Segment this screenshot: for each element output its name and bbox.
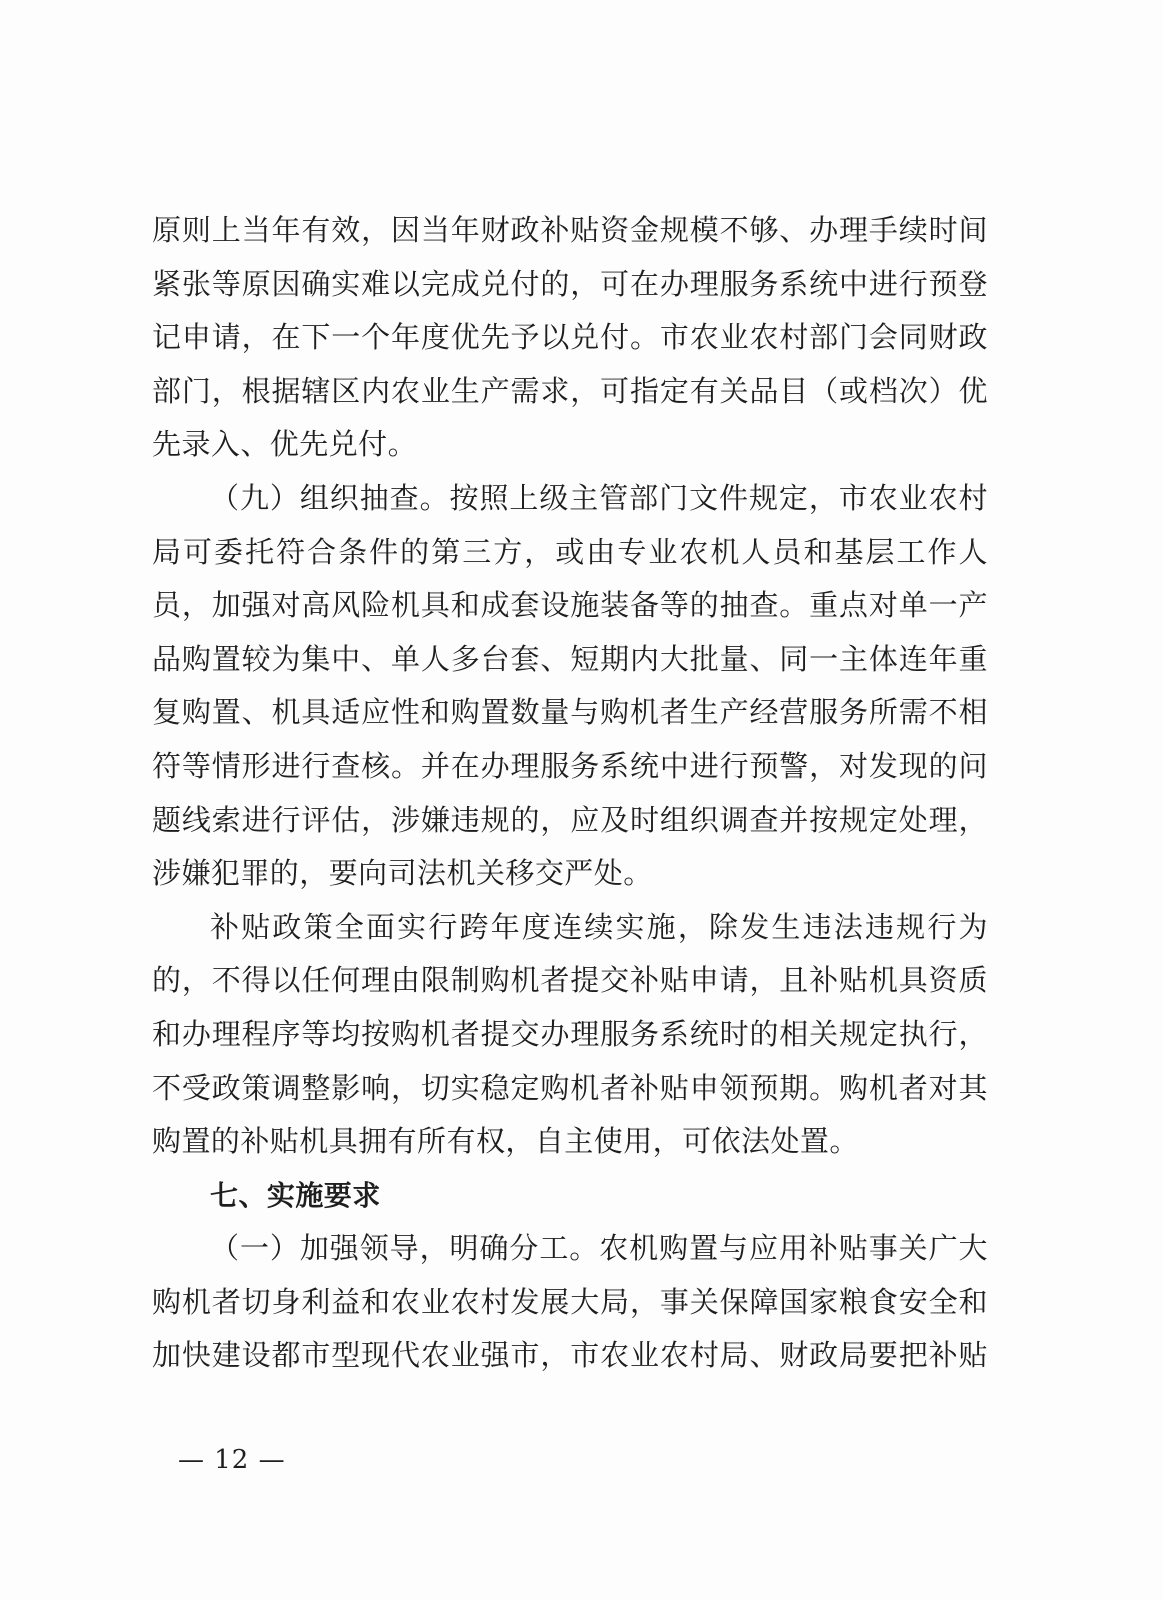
text-line: 紧张等原因确实难以完成兑付的，可在办理服务系统中进行预登 [152, 266, 988, 301]
text-line: 加快建设都市型现代农业强市，市农业农村局、财政局要把补贴 [152, 1338, 988, 1373]
text-line: 品购置较为集中、单人多台套、短期内大批量、同一主体连年重 [152, 641, 988, 676]
text-line: 复购置、机具适应性和购置数量与购机者生产经营服务所需不相 [152, 695, 988, 730]
section-heading: 七、实施要求 [210, 1178, 381, 1212]
text-line: 购机者切身利益和农业农村发展大局，事关保障国家粮食安全和 [152, 1284, 988, 1319]
text-line: 员，加强对高风险机具和成套设施装备等的抽查。重点对单一产 [152, 588, 988, 623]
text-line: 记申请，在下一个年度优先予以兑付。市农业农村部门会同财政 [152, 320, 988, 355]
text-line: 不受政策调整影响，切实稳定购机者补贴申领预期。购机者对其 [152, 1070, 988, 1105]
document-body [152, 204, 988, 1383]
paragraph-start-line: 补贴政策全面实行跨年度连续实施，除发生违法违规行为 [210, 909, 988, 944]
text-line: 局可委托符合条件的第三方，或由专业农机人员和基层工作人 [152, 534, 988, 569]
text-line: 符等情形进行查核。并在办理服务系统中进行预警，对发现的问 [152, 748, 988, 783]
text-line: 的，不得以任何理由限制购机者提交补贴申请，且补贴机具资质 [152, 963, 988, 998]
text-line: 先录入、优先兑付。 [152, 427, 418, 462]
page-number: — 12 — [178, 1445, 286, 1475]
text-line: 涉嫌犯罪的，要向司法机关移交严处。 [152, 856, 653, 891]
text-line: 购置的补贴机具拥有所有权，自主使用，可依法处置。 [152, 1124, 859, 1159]
paragraph-start-line: （九）组织抽查。按照上级主管部门文件规定，市农业农村 [210, 480, 988, 515]
text-line: 部门，根据辖区内农业生产需求，可指定有关品目（或档次）优 [152, 373, 988, 408]
text-line: 和办理程序等均按购机者提交办理服务系统时的相关规定执行， [152, 1016, 988, 1051]
text-line: 原则上当年有效，因当年财政补贴资金规模不够、办理手续时间 [152, 213, 988, 247]
paragraph-start-line: （一）加强领导，明确分工。农机购置与应用补贴事关广大 [210, 1231, 988, 1266]
text-line: 题线索进行评估，涉嫌违规的，应及时组织调查并按规定处理， [152, 802, 988, 837]
